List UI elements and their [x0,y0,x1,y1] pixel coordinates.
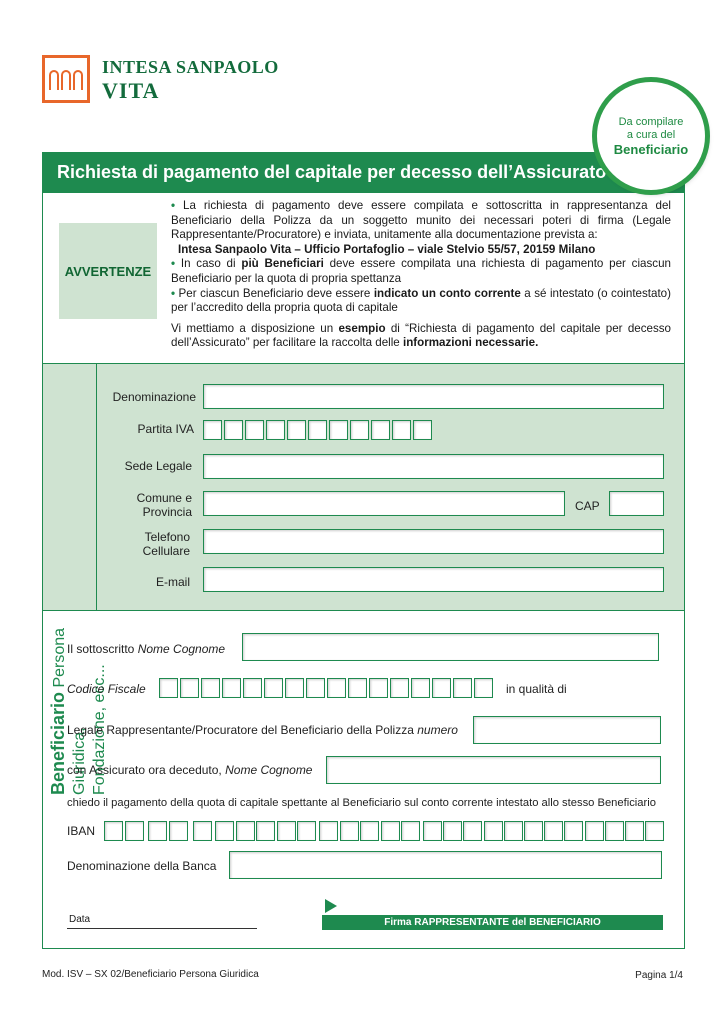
polizza-numero-field[interactable] [473,716,661,744]
sede-legale-label: Sede Legale [124,459,192,473]
char-cell[interactable] [371,420,390,440]
char-cell[interactable] [243,678,262,698]
char-cell[interactable] [423,821,442,841]
char-cell[interactable] [432,678,451,698]
note-bold1: esempio [338,321,386,335]
char-cell[interactable] [266,420,285,440]
char-cell[interactable] [169,821,188,841]
sottoscritto-pre: Il sottoscritto [67,642,138,656]
char-cell[interactable] [222,678,241,698]
sottoscritto-label [67,642,225,656]
footer-page-number: Pagina 1/4 [635,970,683,981]
char-cell[interactable] [329,420,348,440]
data-label: Data [69,914,91,925]
char-cell[interactable] [381,821,400,841]
chiedo-text: chiedo il pagamento della quota di capitale spettante al Beneficiario sul conto corrente intestato allo stesso Beneficiario [67,797,656,809]
assicurato-italic: Nome Cognome [225,763,313,777]
char-cell[interactable] [564,821,583,841]
warning-1: La richiesta di pagamento deve essere compilata e sottoscritta in rappresentanza del Beneficiario della Polizza da un soggetto munito dei necessari poteri di firma (Legale Rappresentante/Procuratore) e inviata, unitamente alla documentazione prevista a: [171,199,671,242]
denominazione-field[interactable] [203,384,664,409]
char-cell[interactable] [625,821,644,841]
sottoscritto-italic: Nome Cognome [137,642,226,656]
comune-provincia-label [103,491,192,519]
char-cell[interactable] [524,821,543,841]
firma-bar: Firma RAPPRESENTANTE del BENEFICIARIO [322,915,663,930]
sede-legale-field[interactable] [203,454,664,479]
footer-model-code: Mod. ISV – SX 02/Beneficiario Persona Giuridica [42,969,259,980]
char-cell[interactable] [306,678,325,698]
telefono-label [103,530,190,558]
warning-3-pre: Per ciascun Beneficiario deve essere [178,286,374,300]
legale-italic: numero [417,723,458,737]
warning-3-post: a sé intestato (o cointestato) per l’accredito della propria quota di capitale [171,286,671,315]
iban-label: IBAN [67,824,96,838]
char-cell[interactable] [308,420,327,440]
warning-1-address: Intesa Sanpaolo Vita – Ufficio Portafoglio – viale Stelvio 55/57, 20159 Milano [178,242,596,256]
telefono-label-1: Telefono [144,530,190,544]
char-cell[interactable] [245,420,264,440]
char-cell[interactable] [585,821,604,841]
char-cell[interactable] [285,678,304,698]
logo-line1: INTESA SANPAOLO [102,57,279,77]
char-cell[interactable] [605,821,624,841]
char-cell[interactable] [125,821,144,841]
page-title: Richiesta di pagamento del capitale per decesso dell’Assicurato [43,153,684,193]
warnings-text: • La richiesta di pagamento deve essere compilata e sottoscritta in rappresentanza del Beneficiario della Polizza da un soggetto munito dei necessari poteri di firma (Legale Rappresentante/Procuratore) e inviata, unitamente alla documentazione prevista a: Intesa Sanpaolo Vita – Ufficio Portafoglio – viale Stelvio 55/57, 20159 Milano • In caso di più Beneficiari deve essere compilata una richiesta di pagamento per ciascun Beneficiario per la quota di propria spettanza • Per ciascun Beneficiario deve essere indicato un conto corrente a sé intestato (o cointestato) per l’accredito della propria quota di capitale Vi mettiamo a disposizione un esempio di “Richiesta di pagamento del capitale per decesso dell’Assicurato” per facilitare la raccolta delle informazioni necessarie. [171,199,671,350]
form-frame [42,152,685,949]
char-cell[interactable] [401,821,420,841]
assicurato-nome-field[interactable] [326,756,661,784]
char-cell[interactable] [203,420,222,440]
char-cell[interactable] [348,678,367,698]
side-bold: Beneficiario [48,691,68,795]
char-cell[interactable] [504,821,523,841]
data-line[interactable] [67,928,257,929]
char-cell[interactable] [319,821,338,841]
char-cell[interactable] [411,678,430,698]
cap-field[interactable] [609,491,664,516]
badge-line3: Beneficiario [613,141,689,157]
partita-iva-label: Partita IVA [137,422,194,436]
comune-label-2: Provincia [142,505,192,519]
char-cell[interactable] [350,420,369,440]
telefono-label-2: Cellulare [142,544,190,558]
warning-3-bold: indicato un conto corrente [373,286,521,300]
warning-2-bold: più Beneficiari [241,257,324,271]
arrow-right-icon [325,899,337,913]
char-cell[interactable] [159,678,178,698]
comune-label-1: Comune e [136,491,192,505]
char-cell[interactable] [277,821,296,841]
char-cell[interactable] [236,821,255,841]
char-cell[interactable] [453,678,472,698]
char-cell[interactable] [215,821,234,841]
telefono-field[interactable] [203,529,664,554]
codice-fiscale-label [67,682,146,696]
warning-2-pre: In caso di [180,257,242,271]
char-cell[interactable] [256,821,275,841]
assicurato-label [67,763,312,777]
char-cell[interactable] [287,420,306,440]
char-cell[interactable] [474,678,493,698]
side-rest1: Persona Giuridica, [51,627,88,795]
char-cell[interactable] [104,821,123,841]
legale-label [67,723,458,737]
char-cell[interactable] [390,678,409,698]
char-cell[interactable] [201,678,220,698]
warning-2-post: deve essere compilata una richiesta di pagamento per ciascun Beneficiario per la quota di propria spettanza [171,257,671,285]
email-field[interactable] [203,567,664,592]
char-cell[interactable] [224,420,243,440]
badge-line1: Da compilare [618,115,684,128]
char-cell[interactable] [148,821,167,841]
char-cell[interactable] [340,821,359,841]
badge-line2: a cura del [626,128,676,141]
nome-cognome-field[interactable] [242,633,659,661]
side-rest2: Fondazione, ecc... [91,664,108,795]
char-cell[interactable] [392,420,411,440]
codice-fiscale-italic: Codice Fiscale [67,682,146,696]
char-cell[interactable] [297,821,316,841]
warnings-label: AVVERTENZE [59,223,157,319]
char-cell[interactable] [645,821,664,841]
char-cell[interactable] [369,678,388,698]
char-cell[interactable] [463,821,482,841]
logo-line2: VITA [102,78,160,103]
banca-field[interactable] [229,851,662,879]
note-mid: di “Richiesta di pagamento del capitale per decesso dell’Assicurato” per facilitare la raccolta delle [171,321,671,350]
note-pre: Vi mettiamo a disposizione un [171,321,339,335]
assicurato-pre: con Assicurato ora deceduto, [67,763,226,777]
comune-provincia-field[interactable] [203,491,565,516]
email-label: E-mail [155,575,190,589]
banca-label: Denominazione della Banca [67,859,217,873]
qualita-label: in qualità di [506,682,567,696]
intesa-sanpaolo-vita-logo [42,55,279,105]
char-cell[interactable] [180,678,199,698]
legale-pre: Legale Rappresentante/Procuratore del Beneficiario della Polizza [67,723,418,737]
char-cell[interactable] [264,678,283,698]
arches-logo-icon [42,55,90,103]
char-cell[interactable] [413,420,432,440]
char-cell[interactable] [327,678,346,698]
denominazione-label: Denominazione [112,390,196,404]
char-cell[interactable] [544,821,563,841]
char-cell[interactable] [360,821,379,841]
cap-label: CAP [575,499,600,513]
note-bold2: informazioni necessarie. [402,336,539,350]
warnings-section [43,193,684,363]
char-cell[interactable] [484,821,503,841]
char-cell[interactable] [443,821,462,841]
char-cell[interactable] [193,821,212,841]
beneficiary-badge [597,82,705,190]
